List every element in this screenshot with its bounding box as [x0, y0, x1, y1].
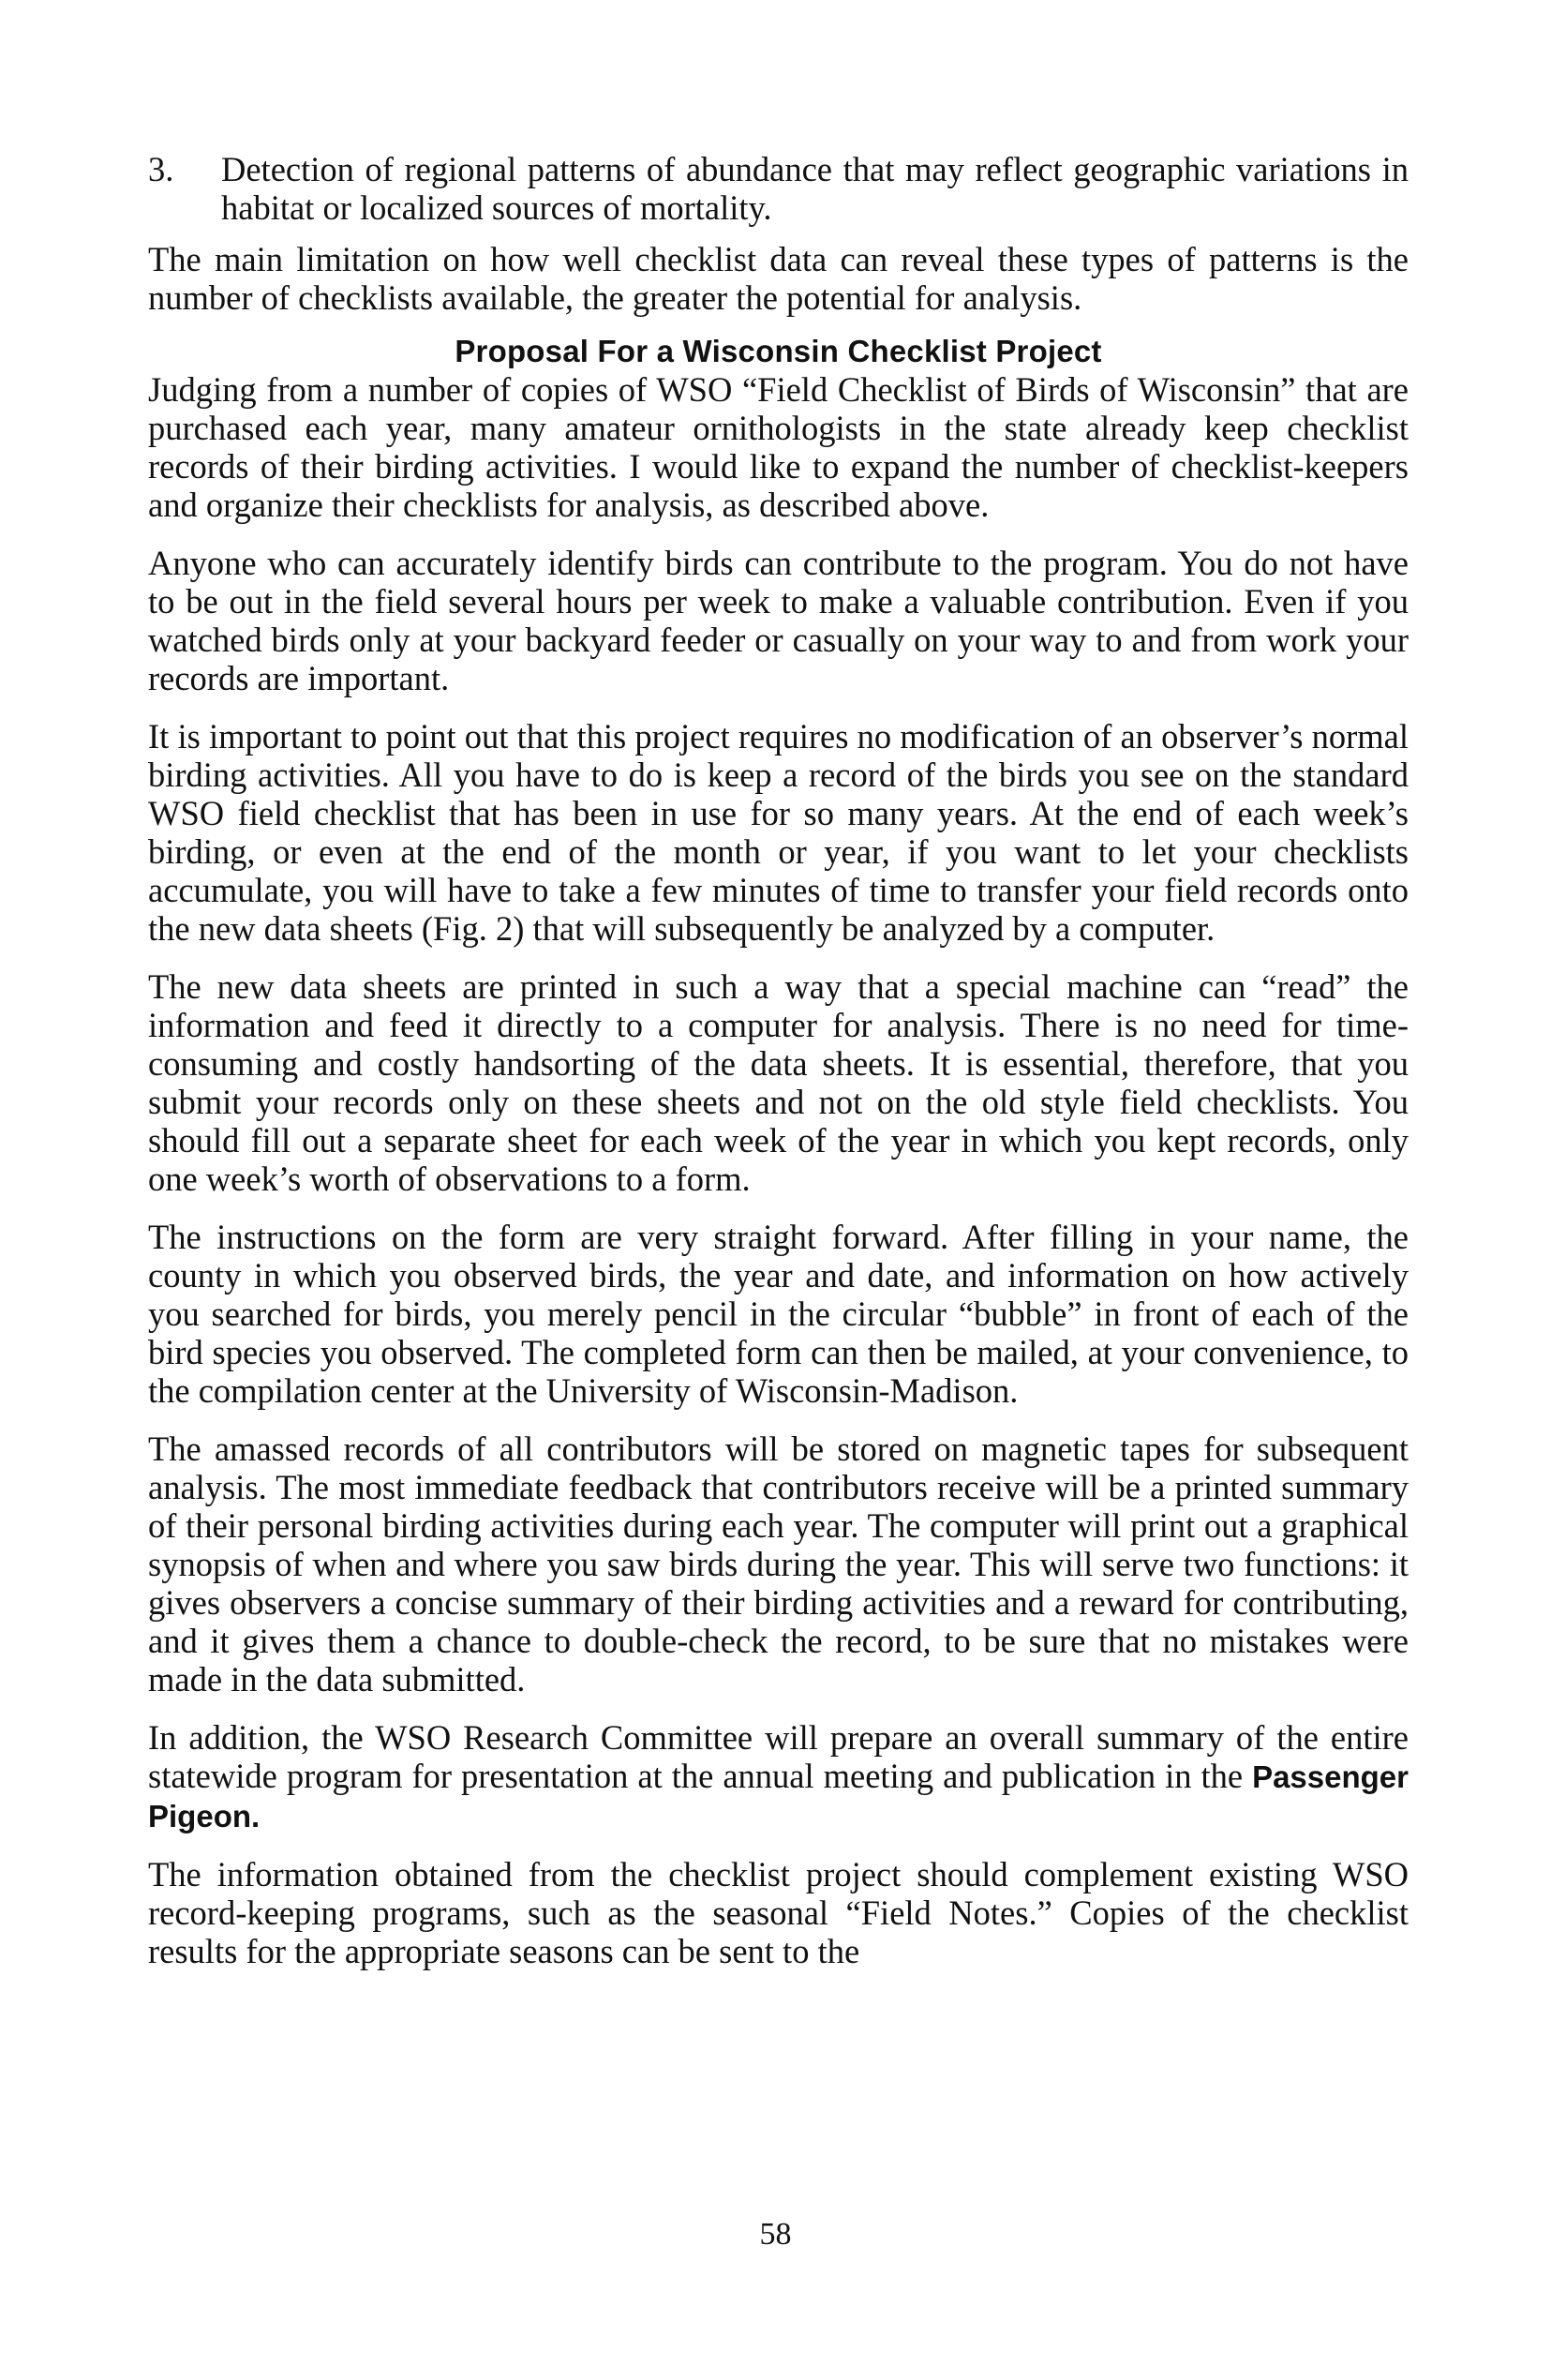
item-text: Detection of regional patterns of abundance that may reflect geographic variations in habitat or localized sources of mortality. [221, 150, 1409, 227]
paragraph: Judging from a number of copies of WSO “Field Checklist of Birds of Wisconsin” that are purchased each year, many amateur ornithologists in the state already keep checklist records of their birding activities. I would like to expand the number of checklist-keepers and organize their checklists for analysis, as described above. [148, 370, 1409, 524]
paragraph: The instructions on the form are very straight forward. After filling in your name, the county in which you observed birds, the year and date, and information on how actively you searched for birds, you merely pencil in the circular “bubble” in front of each of the bird species you observed. The completed form can then be mailed, at your convenience, to the compilation center at the University of Wisconsin-Madison. [148, 1218, 1409, 1410]
paragraph-limitation: The main limitation on how well checklist data can reveal these types of patterns is the number of checklists available, the greater the potential for analysis. [148, 240, 1409, 317]
paragraph-final: The information obtained from the checklist project should complement existing WSO record-keeping programs, such as the seasonal “Field Notes.” Copies of the checklist results for the appropriate seasons can be sent to the [148, 1855, 1409, 1970]
journal-title: Passenger Pigeon. [148, 1759, 1409, 1834]
paragraph: It is important to point out that this project requires no modification of an observer’s normal birding activities. All you have to do is keep a record of the birds you see on the standard WSO field checklist that has been in use for so many years. At the end of each week’s birding, or even at the end of the month or year, if you want to let your checklists accumulate, you will have to take a few minutes of time to transfer your field records onto the new data sheets (Fig. 2) that will subsequently be analyzed by a computer. [148, 717, 1409, 948]
paragraph: The new data sheets are printed in such a way that a special machine can “read” the information and feed it directly to a computer for analysis. There is no need for time-consuming and costly handsorting of the data sheets. It is essential, therefore, that you submit your records only on these sheets and not on the old style field checklists. You should fill out a separate sheet for each week of the year in which you kept records, only one week’s worth of observations to a form. [148, 967, 1409, 1198]
page-number: 58 [759, 2217, 792, 2252]
numbered-item [148, 150, 1409, 227]
paragraph: Anyone who can accurately identify birds can contribute to the program. You do not have to be out in the field several hours per week to make a valuable contribution. Even if you watched birds only at your backyard feeder or casually on your way to and from work your records are important. [148, 544, 1409, 697]
paragraph-committee [148, 1718, 1409, 1835]
section-heading: Proposal For a Wisconsin Checklist Project [455, 334, 1102, 368]
paragraph: The amassed records of all contributors will be stored on magnetic tapes for subsequent analysis. The most immediate feedback that contributors receive will be a printed summary of their personal birding activities during each year. The computer will print out a graphical synopsis of when and where you saw birds during the year. This will serve two functions: it gives observers a concise summary of their birding activities and a reward for contributing, and it gives them a chance to double-check the record, to be sure that no mistakes were made in the data submitted. [148, 1429, 1409, 1699]
item-number: 3. [148, 150, 174, 188]
committee-text: In addition, the WSO Research Committee will prepare an overall summary of the entire statewide program for presentation at the annual meeting and publication in the [148, 1718, 1409, 1795]
page-body [148, 150, 1409, 1990]
